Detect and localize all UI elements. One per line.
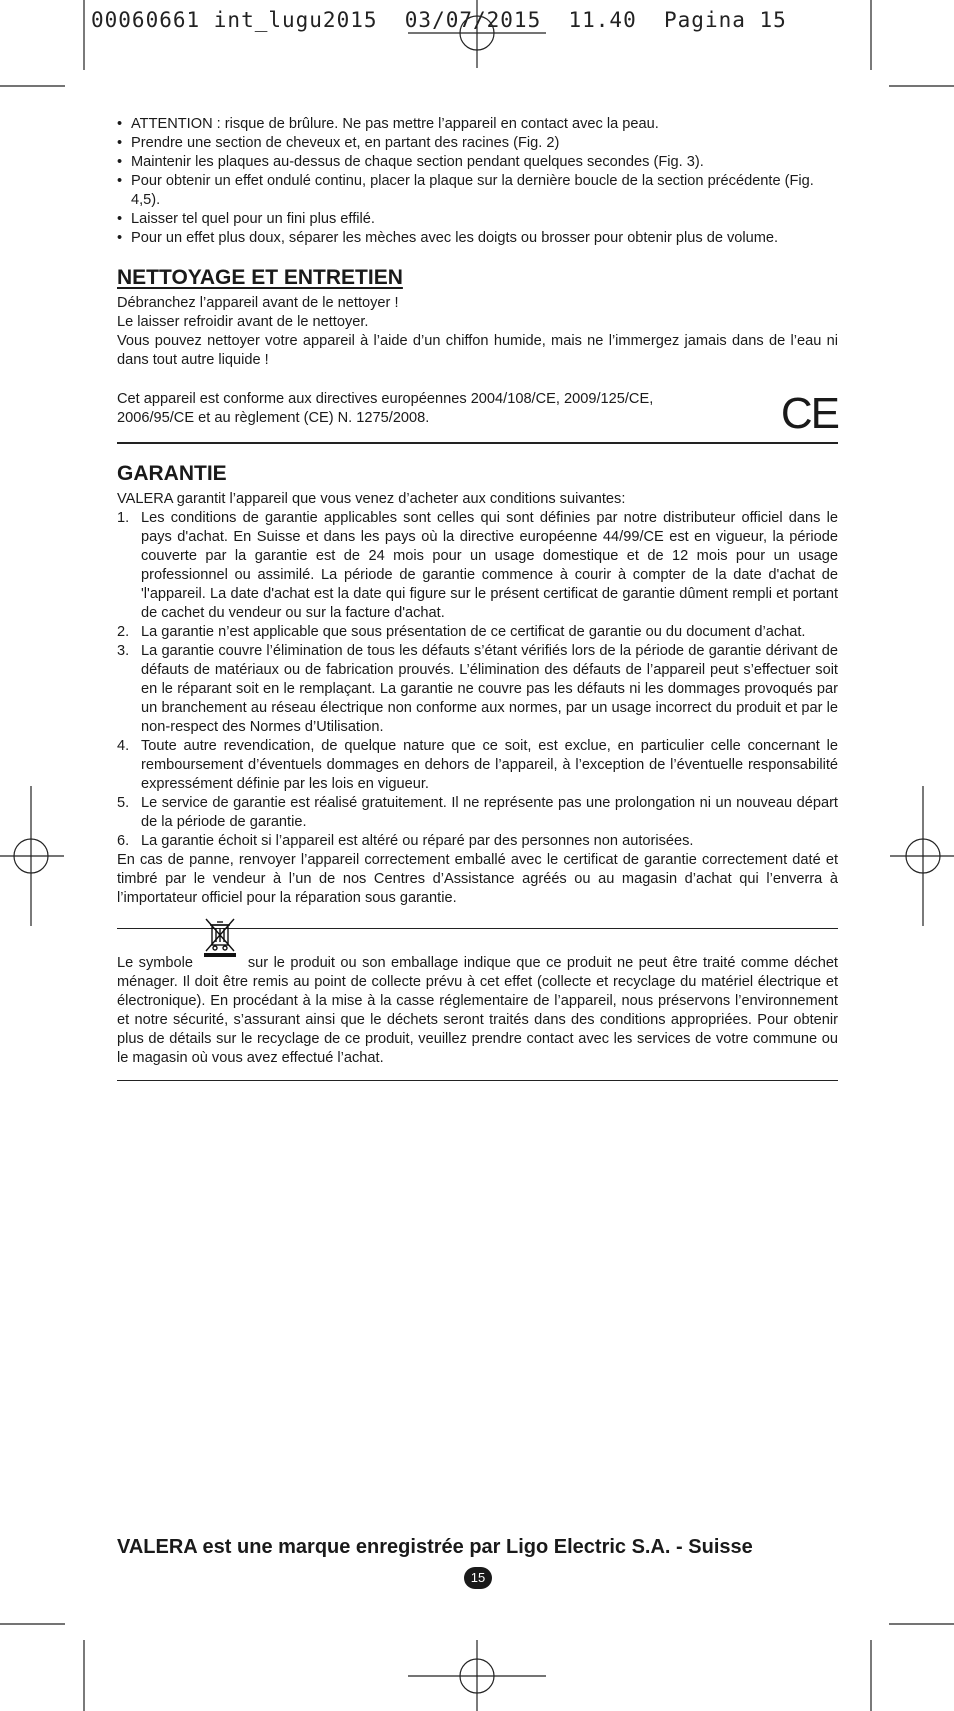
weee-text-before: Le symbole	[117, 955, 199, 971]
warranty-outro: En cas de panne, renvoyer l’appareil correctement emballé avec le certificat de garantie correctement daté et timbré par le vendeur à l’un de nos Centres d’Assistance agréés ou au magasin d’achat qui l’enverra à l’importateur officiel pour la réparation sous garantie.	[117, 852, 838, 906]
bullet-item: • Pour un effet plus doux, séparer les mèches avec les doigts ou brosser pour obtenir plus de volume.	[117, 229, 838, 248]
condition-number: 3.	[117, 643, 130, 659]
warranty-heading: GARANTIE	[117, 462, 227, 485]
cleaning-line: Vous pouvez nettoyer votre appareil à l’aide d’un chiffon humide, mais ne l’immergez jamais dans de l’eau ni dans tout autre liquide !	[117, 333, 838, 368]
bullet-item: • Laisser tel quel pour un fini plus effilé.	[117, 210, 838, 229]
ce-mark-icon: CE	[780, 389, 838, 438]
warranty-condition	[117, 623, 838, 642]
weee-text-after: sur le produit ou son emballage indique que ce produit ne peut être traité comme déchet ménager. Il doit être remis au point de collecte prévu à cet effet (collecte et recyclage du matériel électrique et électronique). En procédant à la mise à la casse réglementaire de l’appareil, nous préservons l’environnement et notre sécurité, s’assurant ainsi que le déchets seront traités dans des conditions appropriées. Pour obtenir plus de détails sur le recyclage de ce produit, veuillez prendre contact avec les services de votre commune ou le magasin où vous avez effectué l’achat.	[117, 955, 838, 1066]
conformity-text: Cet appareil est conforme aux directives européennes 2004/108/CE, 2009/125/CE, 2006/95/CE et au règlement (CE) N. 1275/2008.	[117, 391, 654, 426]
section-divider	[117, 1080, 838, 1081]
condition-text: La garantie couvre l’élimination de tous les défauts s’étant vérifiés lors de la période de garantie dérivant de défauts de matériaux ou de fabrication prouvés. L’élimination des défauts de l’appareil peut s’effectuer soit en le réparant soit en le remplaçant. La garantie ne couvre pas les défauts ni les dommages provoqués par un branchement au réseau électrique non conforme aux normes, par un usage incorrect du produit et par le non-respect des Normes d’Utilisation.	[141, 643, 838, 735]
warranty-condition	[117, 737, 838, 794]
warranty-conditions	[117, 509, 838, 851]
brand-footer: VALERA est une marque enregistrée par Ligo Electric S.A. - Suisse	[117, 1536, 753, 1558]
usage-bullets	[117, 115, 838, 248]
condition-text: La garantie n’est applicable que sous présentation de ce certificat de garantie ou du document d’achat.	[141, 624, 806, 640]
cleaning-line: Le laisser refroidir avant de le nettoyer.	[117, 314, 369, 330]
bullet-item: • Maintenir les plaques au-dessus de chaque section pendant quelques secondes (Fig. 3).	[117, 153, 838, 172]
condition-number: 1.	[117, 510, 130, 526]
warranty-condition	[117, 642, 838, 737]
warranty-condition	[117, 509, 838, 623]
condition-text: Toute autre revendication, de quelque nature que ce soit, est exclue, en particulier celle concernant le remboursement d’éventuels dommages en dehors de l’appareil, à l’exception de l’éventuelle responsabilité expressément définie par les lois en vigueur.	[141, 738, 838, 792]
condition-number: 2.	[117, 624, 130, 640]
warranty-intro: VALERA garantit l’appareil que vous venez d’acheter aux conditions suivantes:	[117, 491, 626, 507]
cleaning-text	[117, 294, 838, 370]
conformity-block	[117, 390, 838, 444]
condition-text: La garantie échoit si l’appareil est altéré ou réparé par des personnes non autorisées.	[141, 833, 694, 849]
bullet-item: • ATTENTION : risque de brûlure. Ne pas mettre l’appareil en contact avec la peau.	[117, 115, 838, 134]
page-content	[117, 115, 838, 1081]
condition-text: Les conditions de garantie applicables sont celles qui sont définies par notre distributeur officiel dans le pays d'achat. En Suisse et dans les pays où la directive européenne 44/99/CE est en vigueur, la période couverte par la garantie est de 24 mois pour un usage domestique et de 12 mois pour un usage professionnel ou assimilé. La période de garantie commence à courir à compter de la date d'achat de 'l'appareil. La date d'achat est la date qui figure sur le présent certificat de garantie dûment rempli et portant de cachet du vendeur ou sur la facture d'achat.	[141, 510, 838, 621]
warranty-condition	[117, 832, 838, 851]
cleaning-heading: NETTOYAGE ET ENTRETIEN	[117, 266, 403, 289]
warranty-condition	[117, 794, 838, 832]
print-slug: 00060661 int_lugu2015 03/07/2015 11.40 Pagina 15	[91, 8, 787, 32]
condition-text: Le service de garantie est réalisé gratuitement. Il ne représente pas une prolongation ni un nouveau départ de la période de garantie.	[141, 795, 838, 830]
page-number-badge: 15	[464, 1567, 492, 1589]
bullet-item: • Pour obtenir un effet ondulé continu, placer la plaque sur la dernière boucle de la section précédente (Fig. 4,5).	[117, 172, 838, 210]
bullet-item: • Prendre une section de cheveux et, en partant des racines (Fig. 2)	[117, 134, 838, 153]
weee-notice	[117, 943, 838, 1068]
cleaning-line: Débranchez l’appareil avant de le nettoyer !	[117, 295, 399, 311]
condition-number: 5.	[117, 795, 130, 811]
crossed-out-bin-icon	[200, 943, 240, 969]
condition-number: 4.	[117, 738, 130, 754]
condition-number: 6.	[117, 833, 130, 849]
